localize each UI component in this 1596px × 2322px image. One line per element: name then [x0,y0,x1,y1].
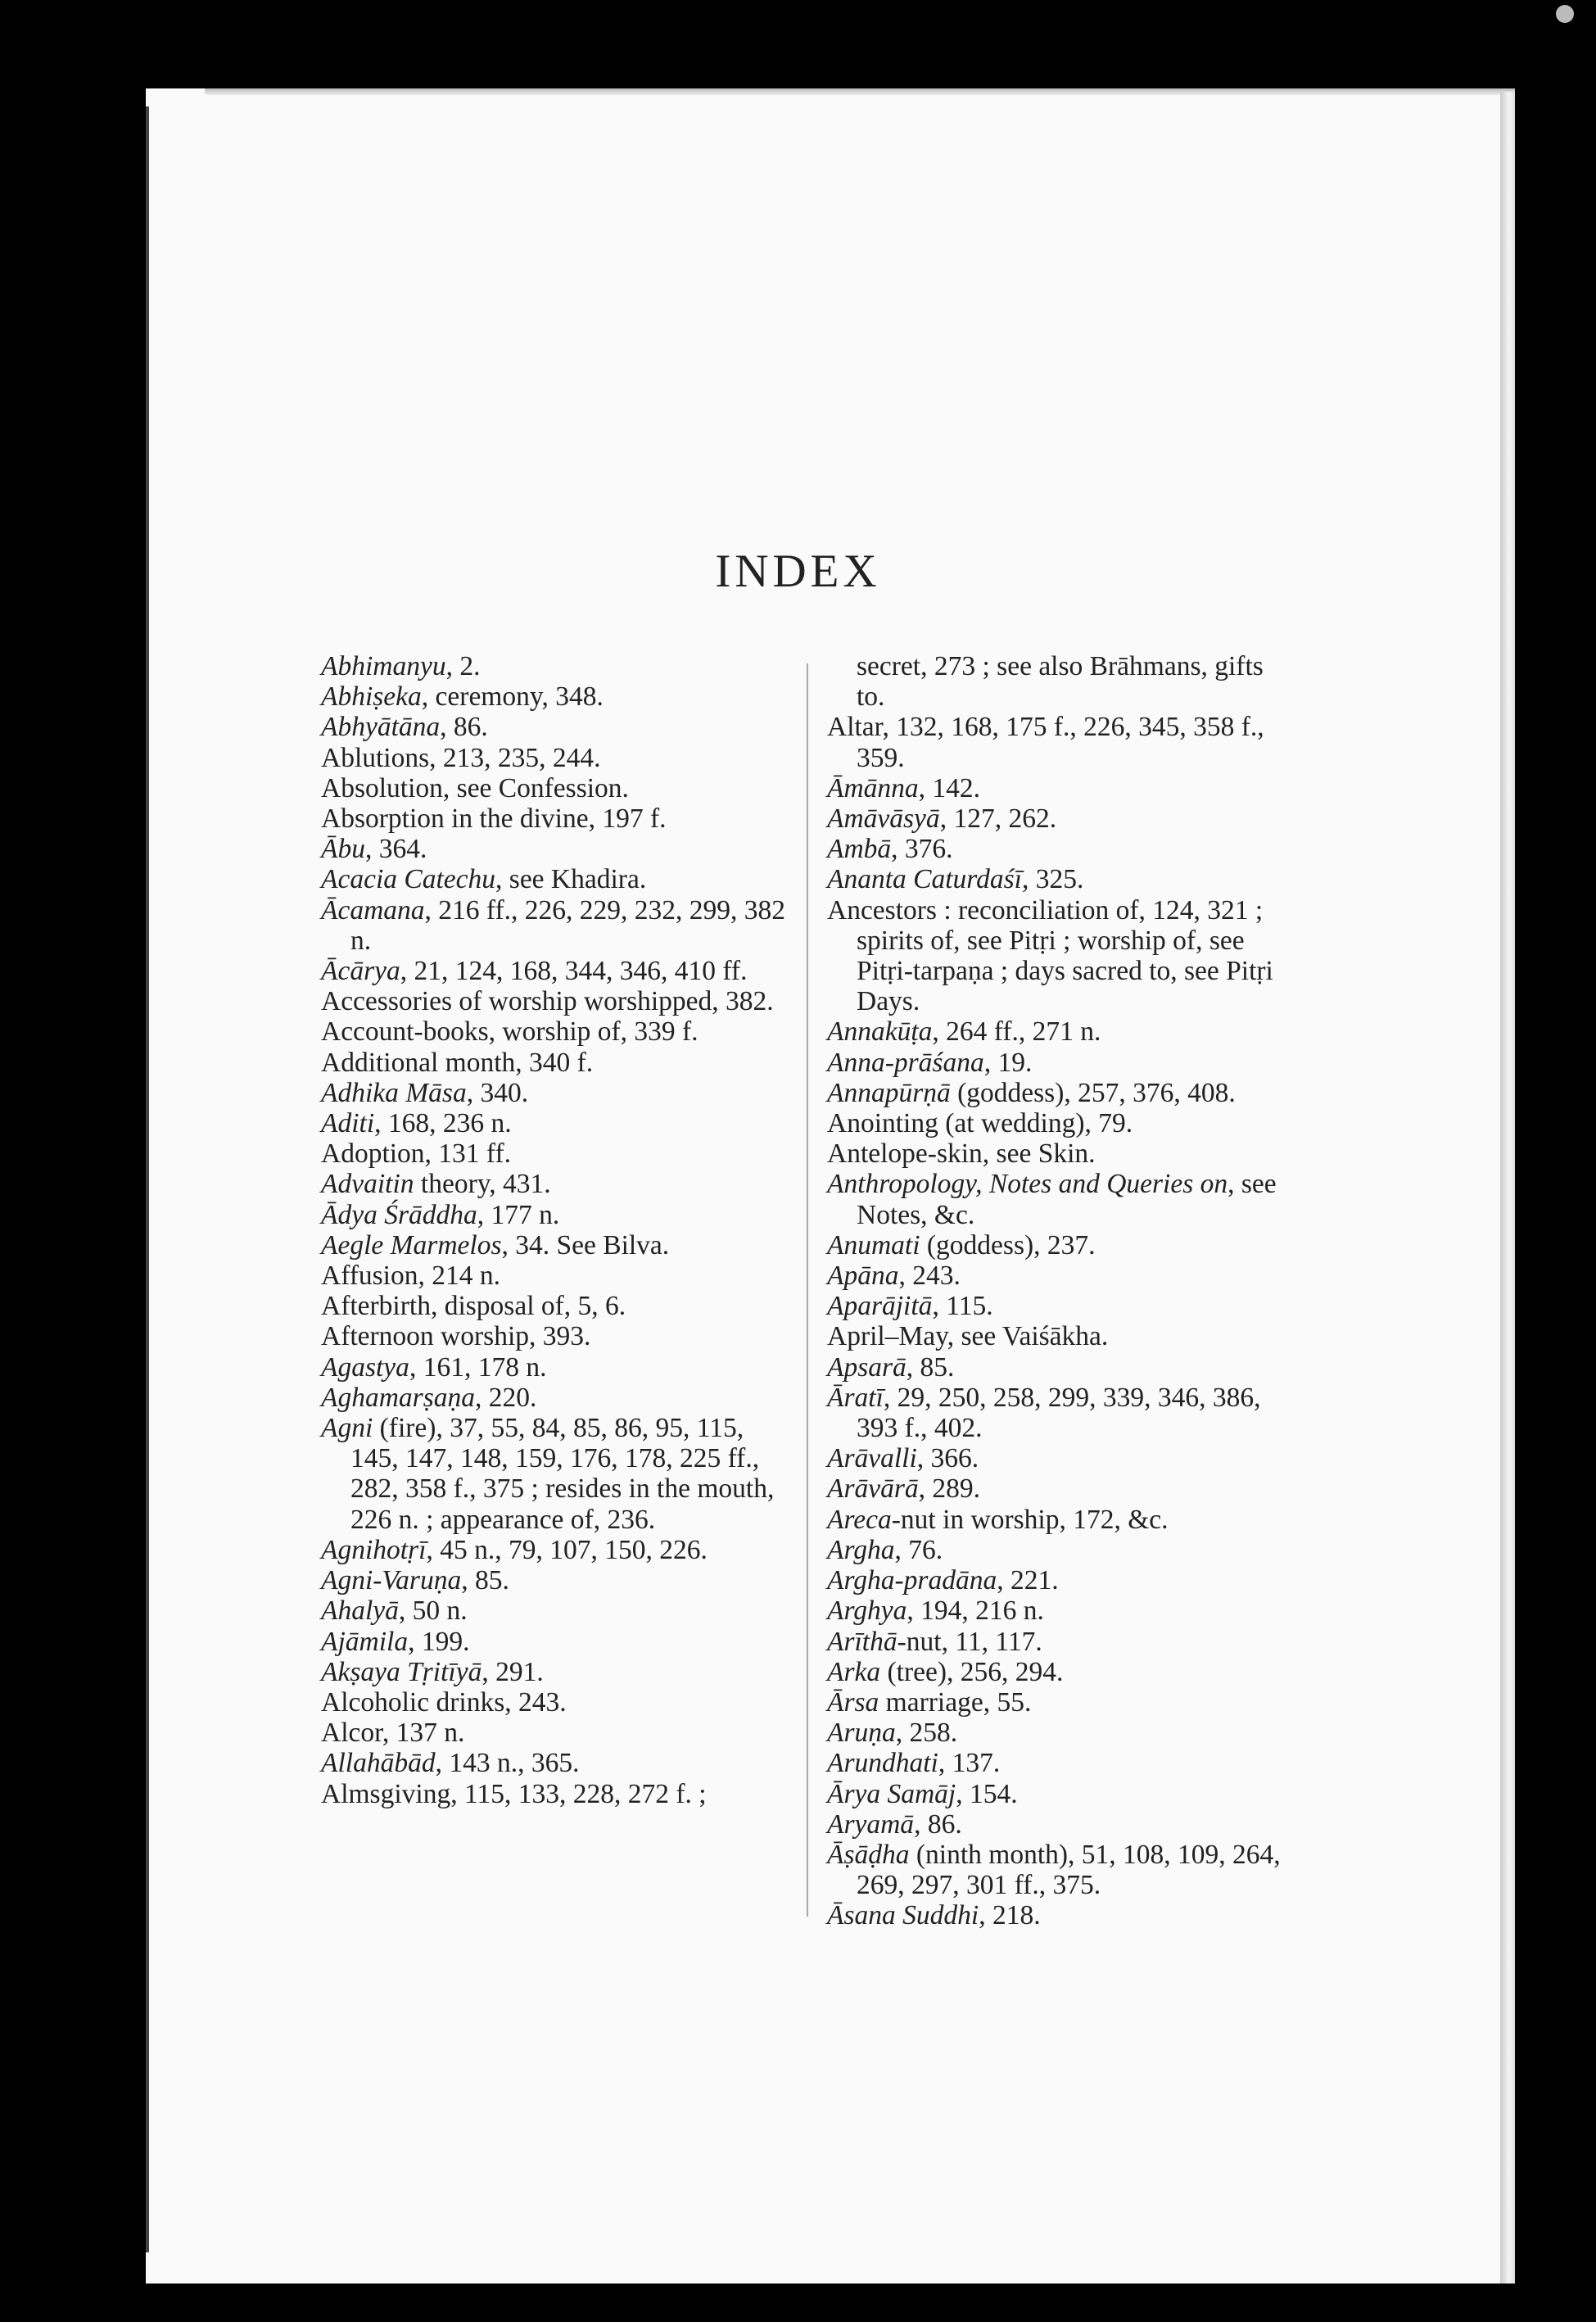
index-entry [321,1687,796,1718]
index-left-column [321,651,796,1809]
index-entry [827,712,1298,772]
index-headword: Ārya Samāj [827,1778,956,1809]
index-headword: Arka [827,1656,881,1687]
index-references: , 177 n. [477,1199,560,1230]
index-references: Anointing (at wedding), 79. [827,1108,1133,1139]
index-references: , 86. [914,1808,962,1840]
index-headword: Abhimanyu [321,651,446,681]
index-entry [321,743,796,773]
index-entry [321,1383,796,1413]
index-entry [827,1657,1298,1687]
index-references: , 218. [979,1900,1041,1931]
index-references: , 221. [997,1565,1059,1596]
index-references: Accessories of worship worshipped, 382. [321,986,774,1017]
index-references: , 143 n., 365. [435,1748,580,1779]
index-entry [827,1169,1298,1229]
index-references: theory, 431. [414,1169,551,1200]
index-headword: Allahābād [321,1748,436,1779]
index-references: , 115. [932,1291,993,1322]
index-references: , 21, 124, 168, 344, 346, 410 ff. [400,956,748,987]
index-references: , 264 ff., 271 n. [932,1016,1101,1048]
index-entry [321,895,796,956]
index-entry [827,1505,1298,1535]
index-references: (ninth month), 51, 108, 109, 264, 269, 297, 301 ff., 375. [857,1839,1281,1901]
index-entry [321,1169,796,1199]
index-headword: Argha [827,1534,895,1565]
index-references: Afternoon worship, 393. [321,1321,591,1352]
index-entry [827,1383,1298,1443]
index-headword: Agni-Varuṇa [321,1565,462,1596]
index-entry [827,1048,1298,1078]
index-entry [321,1138,796,1169]
index-headword: Advaitin [321,1169,414,1200]
index-headword: Areca [827,1504,892,1535]
index-headword: Āratī [827,1382,884,1413]
index-references: , 340. [466,1077,529,1108]
index-entry [827,1565,1298,1596]
index-entry [827,1230,1298,1261]
index-entry [321,1108,796,1138]
index-entry [827,864,1298,894]
index-references: , see Notes, &c. [857,1169,1277,1230]
index-right-column [827,651,1298,1931]
index-headword: Aditi [321,1108,375,1139]
index-entry [321,1627,796,1657]
index-headword: Agni [321,1413,373,1444]
index-headword: Abhyātāna [321,712,441,743]
index-entry [321,1016,796,1047]
index-headword: Āmānna [827,772,919,803]
index-references: , 291. [482,1656,544,1687]
index-entry [321,1718,796,1748]
index-references: Altar, 132, 168, 175 f., 226, 345, 358 f., 359. [827,712,1264,773]
index-entry [827,1596,1298,1626]
index-references: , 325. [1021,864,1084,895]
index-headword: Argha-pradāna [827,1565,997,1596]
index-references: , 45 n., 79, 107, 150, 226. [426,1534,708,1565]
index-headword: Ācamana [321,894,425,926]
index-references: , 194, 216 n. [907,1596,1044,1627]
index-entry [827,1900,1298,1930]
index-entry [321,1565,796,1596]
index-headword: Apāna [827,1261,899,1292]
index-references: , 154. [956,1778,1018,1809]
index-headword: Ādya Śrāddha [321,1199,477,1230]
index-headword: Āṣāḍha [827,1839,910,1870]
index-entry [827,1535,1298,1565]
index-headword: Ārsa [827,1686,879,1718]
index-references: (tree), 256, 294. [880,1656,1064,1687]
index-references: Antelope-skin, see Skin. [827,1138,1096,1170]
index-references: , 19. [983,1047,1033,1078]
index-entry [321,986,796,1016]
index-references: , 376. [891,834,953,865]
index-references: Adoption, 131 ff. [321,1138,512,1170]
index-entry [827,1352,1298,1383]
index-headword: Ananta Caturdaśī [827,864,1022,895]
index-references: , 29, 250, 258, 299, 339, 346, 386, 393 f., 402. [857,1382,1261,1444]
index-entry [827,773,1298,803]
index-references: , 2. [445,651,481,681]
column-divider [807,663,808,1917]
index-references: Alcor, 137 n. [321,1718,465,1749]
index-entry [827,1016,1298,1047]
index-headword: Ambā [827,834,892,865]
index-headword: Anthropology, Notes and Queries on [827,1169,1228,1200]
index-entry [827,1138,1298,1169]
index-entry [827,1627,1298,1657]
index-entry [827,1321,1298,1351]
index-entry [321,834,796,864]
index-headword: Aegle Marmelos [321,1229,502,1261]
index-references: (fire), 37, 55, 84, 85, 86, 95, 115, 145, 147, 148, 159, 176, 178, 225 ff., 282, 358 f., 375 ; resides in the mouth, 226 n. ; appearance of, 236. [350,1413,775,1535]
index-references: , 50 n. [398,1596,468,1627]
index-references: , 86. [440,712,488,743]
index-headword: Agastya [321,1351,409,1383]
index-references: -nut in worship, 172, &c. [891,1504,1169,1535]
index-entry [827,651,1298,712]
index-entry [321,1535,796,1565]
index-entry [321,1200,796,1230]
index-entry [827,1443,1298,1473]
index-entry [321,1352,796,1383]
index-headword: Ajāmila [321,1626,409,1657]
index-entry [321,1748,796,1778]
index-references: , 366. [916,1443,979,1474]
index-references: , 258. [895,1718,958,1749]
index-entry [321,864,796,894]
index-entry [321,651,796,681]
index-headword: Aruṇa [827,1718,896,1749]
index-headword: Aghamarṣaṇa [321,1382,475,1413]
page-title: INDEX [715,545,881,597]
index-references: Almsgiving, 115, 133, 228, 272 f. ; [321,1778,707,1809]
index-entry [827,1718,1298,1748]
index-headword: Annapūrṇā [827,1077,951,1108]
index-headword: Aryamā [827,1808,915,1840]
index-references: Account-books, worship of, 339 f. [321,1016,699,1048]
index-entry [827,1840,1298,1900]
index-references: , see Khadira. [495,864,647,895]
index-references: Affusion, 214 n. [321,1261,500,1292]
index-references: , ceremony, 348. [421,681,604,713]
index-entry [321,1048,796,1078]
index-headword: Adhika Māsa [321,1077,467,1108]
index-references: , 168, 236 n. [374,1108,512,1139]
index-entry [321,956,796,986]
index-headword: Arīthā [827,1626,897,1657]
index-headword: Ābu [321,834,365,865]
index-references: secret, 273 ; see also Brāhmans, gifts to. [857,651,1264,713]
index-references: , 137. [938,1748,1001,1779]
index-references: Alcoholic drinks, 243. [321,1686,567,1718]
index-references: , 85. [461,1565,509,1596]
index-entry [827,1473,1298,1504]
index-references: marriage, 55. [879,1686,1032,1718]
index-references: Additional month, 340 f. [321,1047,594,1078]
page-top-edge [205,88,1515,95]
index-entry [321,712,796,742]
index-entry [827,1291,1298,1321]
index-entry [321,1291,796,1321]
index-entry [827,834,1298,864]
index-headword: Arāvalli [827,1443,917,1474]
index-references: -nut, 11, 117. [897,1626,1042,1657]
index-references: Ancestors : reconciliation of, 124, 321 ; spirits of, see Pitṛi ; worship of, see Pitṛi-tarpaṇa ; days sacred to, see Pitṛi Days. [827,894,1273,1017]
index-entry [321,1078,796,1108]
index-headword: Abhiṣeka [321,681,422,713]
index-references: Absorption in the divine, 197 f. [321,803,667,835]
index-entry [827,1078,1298,1108]
index-headword: Ācārya [321,956,400,987]
index-references: Absolution, see Confession. [321,772,629,803]
index-references: Ablutions, 213, 235, 244. [321,742,601,773]
index-headword: Anna-prāśana [827,1047,984,1078]
index-references: , 85. [906,1351,955,1383]
index-entry [321,803,796,834]
index-headword: Akṣaya Tṛitīyā [321,1656,482,1687]
scan-corner-mark [1556,5,1574,23]
index-entry [827,1779,1298,1809]
index-entry [321,681,796,712]
index-references: April–May, see Vaiśākha. [827,1321,1109,1352]
index-entry [321,1261,796,1291]
index-entry [827,1809,1298,1840]
index-entry [827,803,1298,834]
index-entry [827,895,1298,1017]
index-references: , 289. [918,1473,981,1505]
index-references: , 220. [474,1382,537,1413]
index-entry [321,1321,796,1351]
index-references: (goddess), 237. [920,1229,1096,1261]
index-headword: Arāvārā [827,1473,919,1505]
index-entry [827,1108,1298,1138]
index-references: , 216 ff., 226, 229, 232, 299, 382 n. [350,894,785,956]
index-entry [321,1596,796,1626]
index-references: , 199. [408,1626,470,1657]
index-entry [827,1687,1298,1718]
index-headword: Agnihotṛī [321,1534,427,1565]
index-headword: Arghya [827,1596,907,1627]
index-headword: Acacia Catechu [321,864,496,895]
index-headword: Annakūṭa [827,1016,933,1048]
index-references: , 364. [364,834,427,865]
index-references: Afterbirth, disposal of, 5, 6. [321,1291,626,1322]
index-headword: Anumati [827,1229,920,1261]
index-headword: Arundhati [827,1748,938,1779]
index-headword: Amāvāsyā [827,803,940,835]
index-references: , 161, 178 n. [409,1351,547,1383]
index-references: , 243. [898,1261,961,1292]
index-headword: Ahalyā [321,1596,399,1627]
index-headword: Apsarā [827,1351,907,1383]
index-references: , 34. See Bilva. [501,1229,670,1261]
index-headword: Aparājitā [827,1291,933,1322]
index-references: , 142. [918,772,981,803]
page-right-edge [1500,92,1515,2284]
index-entry [827,1748,1298,1778]
index-entry [321,773,796,803]
index-entry [321,1779,796,1809]
index-references: (goddess), 257, 376, 408. [950,1077,1236,1108]
index-headword: Āsana Suddhi [827,1900,979,1931]
index-references: , 127, 262. [939,803,1057,835]
index-entry [321,1230,796,1261]
page-fold-line [146,106,149,2252]
index-entry [321,1413,796,1535]
index-references: , 76. [894,1534,943,1565]
index-entry [827,1261,1298,1291]
index-entry [321,1657,796,1687]
